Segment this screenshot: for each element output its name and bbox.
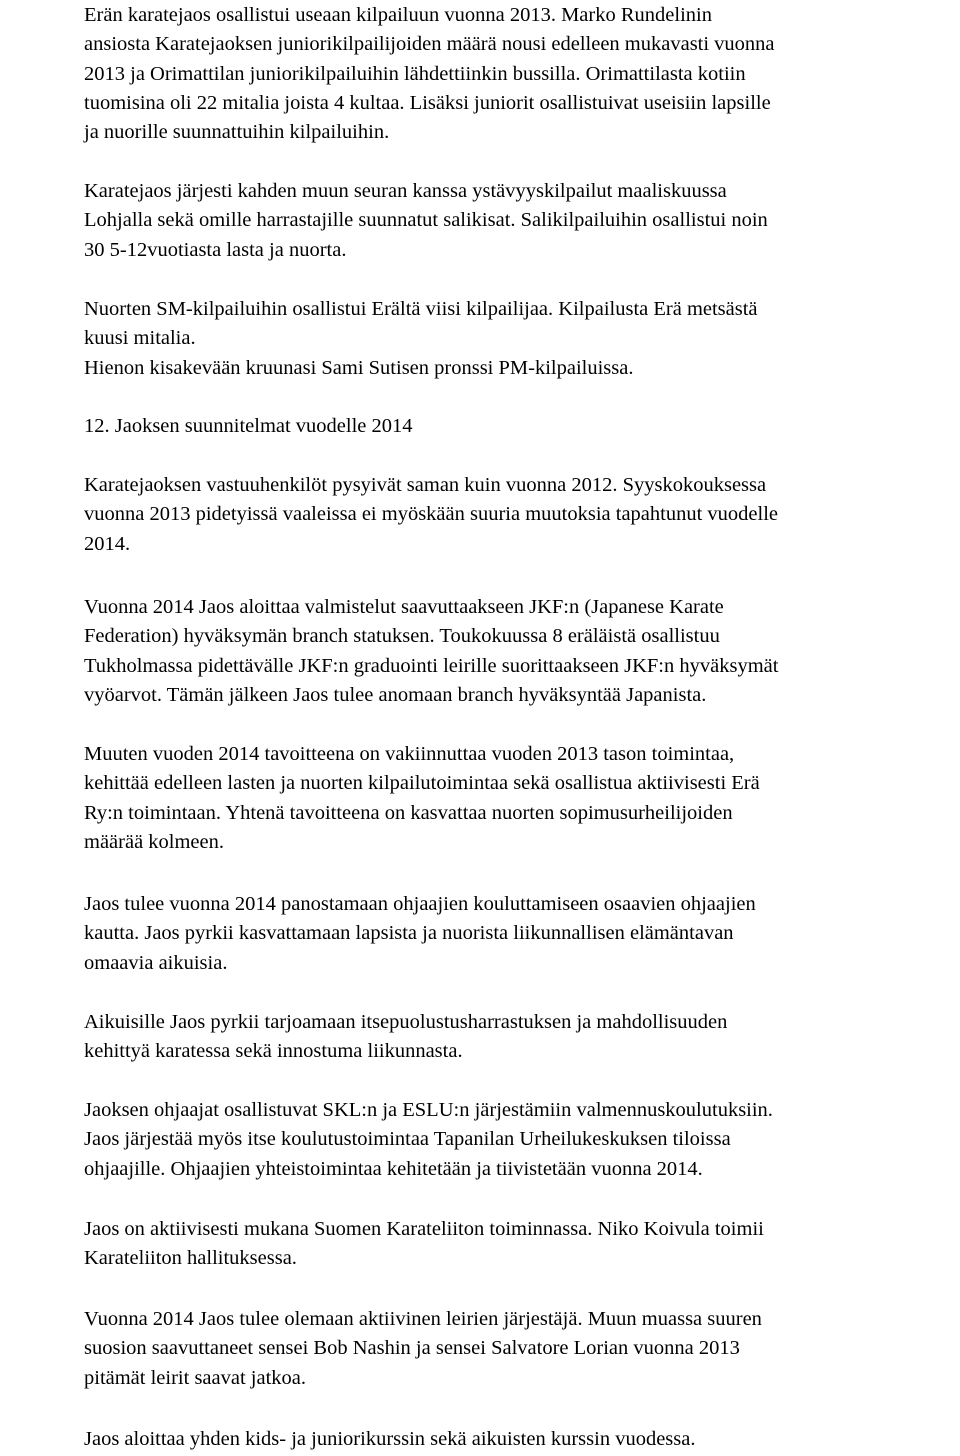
text-line: määrää kolmeen.	[84, 830, 225, 853]
paragraph-instructor-training	[84, 890, 960, 978]
text-line: Federation) hyväksymän branch statuksen. Toukokuussa 8 eräläistä osallistuu	[84, 625, 720, 648]
paragraph-karate-competitions-2013	[84, 1, 960, 147]
paragraph-responsible-persons	[84, 471, 960, 559]
text-line: Hienon kisakevään kruunasi Sami Sutisen pronssi PM-kilpailuissa.	[84, 356, 634, 379]
text-line: Nuorten SM-kilpailuihin osallistui Erältä viisi kilpailijaa. Kilpailusta Erä metsästä	[84, 298, 758, 320]
paragraph-friendship-competitions	[84, 177, 960, 265]
text-line: 2013 ja Orimattilan juniorikilpailuihin lähdettiinkin bussilla. Orimattilasta kotiin	[84, 62, 746, 85]
paragraph-jkf-branch-status	[84, 593, 960, 710]
text-line: kehittyä karatessa sekä innostuma liikunnasta.	[84, 1040, 463, 1063]
text-line: Jaos tulee vuonna 2014 panostamaan ohjaajien kouluttamiseen osaavien ohjaajien	[84, 893, 756, 915]
text-line: suosion saavuttaneet sensei Bob Nashin ja sensei Salvatore Lorian vuonna 2013	[84, 1337, 740, 1360]
text-line: ohjaajille. Ohjaajien yhteistoimintaa kehitetään ja tiivistetään vuonna 2014.	[84, 1157, 703, 1180]
text-line: Aikuisille Jaos pyrkii tarjoamaan itsepuolustusharrastuksen ja mahdollisuuden	[84, 1011, 728, 1033]
text-line: Muuten vuoden 2014 tavoitteena on vakiinnuttaa vuoden 2013 tason toimintaa,	[84, 743, 735, 765]
text-line: Tukholmassa pidettävälle JKF:n graduointi leirille suorittaakseen JKF:n hyväksymät	[84, 654, 779, 677]
text-line: Erän karatejaos osallistui useaan kilpailuun vuonna 2013. Marko Rundelinin	[84, 4, 712, 26]
text-line: vyöarvot. Tämän jälkeen Jaos tulee anomaan branch hyväksyntää Japanista.	[84, 683, 707, 706]
text-line: omaavia aikuisia.	[84, 951, 228, 974]
text-line: Jaoksen ohjaajat osallistuvat SKL:n ja ESLU:n järjestämiin valmennuskoulutuksiin.	[84, 1099, 773, 1121]
text-line: Vuonna 2014 Jaos tulee olemaan aktiivinen leirien järjestäjä. Muun muassa suuren	[84, 1308, 762, 1330]
text-line: kuusi mitalia.	[84, 327, 196, 350]
text-line: ansiosta Karatejaoksen juniorikilpailijoiden määrä nousi edelleen mukavasti vuonna	[84, 33, 775, 56]
text-line: vuonna 2013 pidetyissä vaaleissa ei myöskään suuria muutoksia tapahtunut vuodelle	[84, 503, 779, 526]
text-line: Jaos on aktiivisesti mukana Suomen Karateliiton toiminnassa. Niko Koivula toimii	[84, 1218, 764, 1240]
section-heading-text: 12. Jaoksen suunnitelmat vuodelle 2014	[84, 415, 413, 437]
text-line: Jaos järjestää myös itse koulutustoimintaa Tapanilan Urheilukeskuksen tiloissa	[84, 1128, 731, 1151]
text-line: 2014.	[84, 532, 131, 555]
paragraph-coaching-education	[84, 1096, 960, 1184]
paragraph-sm-competitions	[84, 295, 960, 383]
text-line: ja nuorille suunnattuihin kilpailuihin.	[84, 121, 390, 144]
text-line: Karateliiton hallituksessa.	[84, 1247, 297, 1270]
text-line: Lohjalla sekä omille harrastajille suunnatut salikisat. Salikilpailuihin osallistui noin	[84, 209, 768, 232]
text-line: Karatejaoksen vastuuhenkilöt pysyivät saman kuin vuonna 2012. Syyskokouksessa	[84, 474, 767, 496]
text-line: Ry:n toimintaan. Yhtenä tavoitteena on kasvattaa nuorten sopimusurheilijoiden	[84, 801, 733, 824]
text-line: 30 5-12vuotiasta lasta ja nuorta.	[84, 238, 347, 261]
paragraph-adults	[84, 1008, 960, 1067]
paragraph-karate-federation	[84, 1215, 960, 1274]
text-line: kautta. Jaos pyrkii kasvattamaan lapsista ja nuorista liikunnallisen elämäntavan	[84, 922, 734, 945]
text-line: Karatejaos järjesti kahden muun seuran kanssa ystävyyskilpailut maaliskuussa	[84, 180, 727, 202]
paragraph-camps	[84, 1305, 960, 1393]
section-heading	[84, 412, 960, 441]
text-line: Vuonna 2014 Jaos aloittaa valmistelut saavuttaakseen JKF:n (Japanese Karate	[84, 596, 724, 618]
paragraph-courses	[84, 1425, 960, 1454]
paragraph-goals-2014	[84, 740, 960, 857]
text-line: kehittää edelleen lasten ja nuorten kilpailutoimintaa sekä osallistua aktiivisesti Erä	[84, 772, 760, 795]
text-line: Jaos aloittaa yhden kids- ja juniorikurssin sekä aikuisten kurssin vuodessa.	[84, 1428, 696, 1450]
text-line: tuomisina oli 22 mitalia joista 4 kultaa. Lisäksi juniorit osallistuivat useisiin lapsille	[84, 91, 771, 114]
text-line: pitämät leirit saavat jatkoa.	[84, 1366, 306, 1389]
